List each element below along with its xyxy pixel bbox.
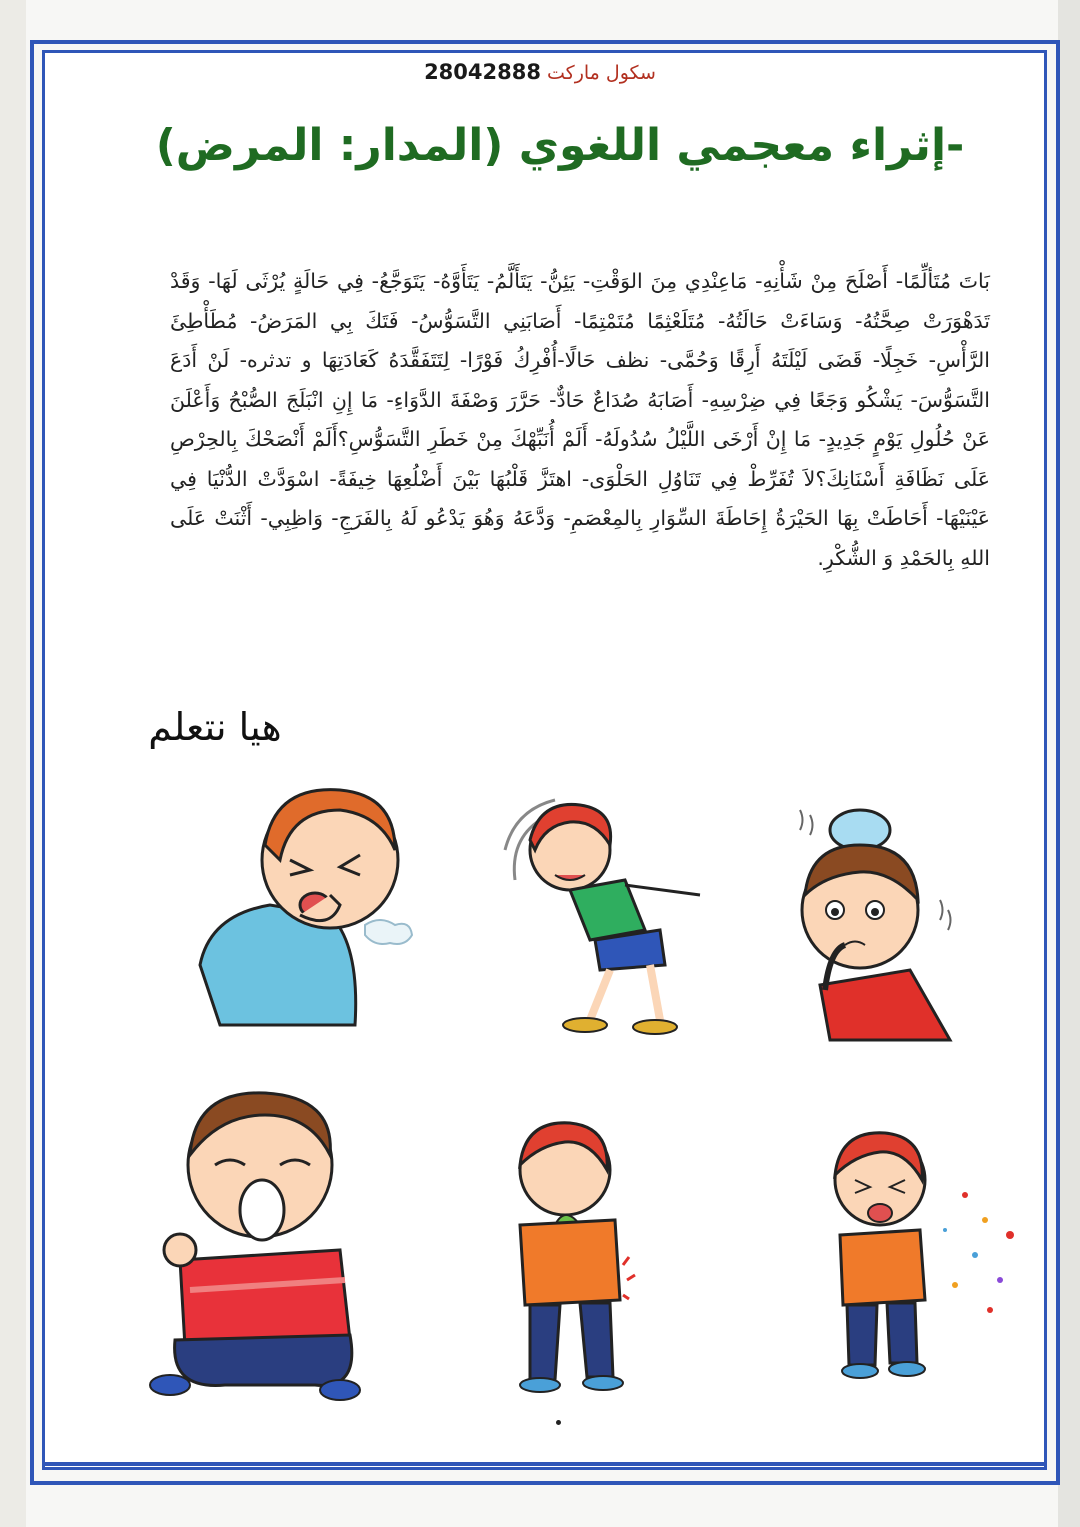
store-header bbox=[0, 60, 1080, 84]
fever-boy-illustration bbox=[790, 790, 960, 1045]
sneezing-boy-illustration bbox=[815, 1125, 1025, 1400]
store-name: سكول ماركت bbox=[547, 62, 656, 84]
coughing-boy-illustration bbox=[180, 775, 430, 1030]
dizzy-boy-illustration bbox=[495, 790, 725, 1040]
vomiting-boy-illustration bbox=[505, 1115, 645, 1395]
page-border-bottom-rule bbox=[42, 1462, 1047, 1466]
store-phone: 28042888 bbox=[424, 60, 541, 84]
lets-learn-heading: هيا نتعلم bbox=[148, 705, 282, 749]
page-title: -إثراء معجمي اللغوي (المدار: المرض) bbox=[155, 120, 965, 171]
page-right-margin bbox=[1058, 0, 1080, 1527]
vocabulary-paragraph: بَاتَ مُتَألِّمًا- أَصْلَحَ مِنْ شَأْنِهِ- مَاعِنْدِي مِنَ الوَقْتِ- يَئِنُّ- يَتَأَلَّمُ- يَتَأَوَّهُ- يَتَوَجَّعُ- فِي حَالَةٍ يُرْثَى لَهَا- وَقَدْ تَدَهْوَرَتْ صِحَّتُهُ- وَسَاءَتْ حَالَتُهُ- مُتَلَعْثِمًا مُتَمْتِمًا- أَصَابَنِي التَّسَوُّسُ- فَتَكَ بِي المَرَضُ- مُطَأْطِئَ الرَّأْسِ- خَجِلًا- قَضَى لَيْلَتَهُ أَرِقًا وَحُمَّى- نظف حَالًا-أُفْرِكُ فَوْرًا- لِتَتَفَقَّدَهُ كَعَادَتِهَا و تدثره- لَنْ أَدَعَ التَّسَوُّسَ- يَشْكُو وَجَعًا فِي ضِرْسِهِ- أَصَابَهُ صُدَاعٌ حَادٌّ- حَرَّرَ وَصْفَةَ الدَّوَاءِ- مَا إِنِ انْبَلَجَ الصُّبْحُ وَأَعْلَنَ عَنْ حُلُولِ يَوْمٍ جَدِيدٍ- مَا إِنْ أَرْخَى اللَّيْلُ سُدُولَهُ- أَلَمْ أُنَبِّهْكَ مِنْ خَطَرِ التَّسَوُّسِ؟أَلَمْ أَنْصَحْكَ بِالحِرْصِ عَلَى نَظَافَةِ أَسْنَانِكَ؟لاَ تُفَرِّطْ فِي تَنَاوُلِ الحَلْوَى- اهتَزَّ قَلْبُهَا بَيْنَ أَضْلُعِهَا خِيفَةً- اسْوَدَّتْ الدُّنْيَا فِي عَيْنَيْهَا- أَحَاطَتْ بِهَا الحَيْرَةُ إِحَاطَةَ السِّوَارِ بِالمِعْصَمِ- وَدَّعَهُ وَهُوَ يَدْعُو لَهُ بِالفَرَجِ- وَاظِبِي- أَثْنَتْ عَلَى اللهِ بِالحَمْدِ وَ الشُّكْرِ. bbox=[170, 269, 990, 570]
crying-boy-illustration bbox=[140, 1085, 375, 1405]
page-left-margin bbox=[0, 0, 26, 1527]
page-dot bbox=[556, 1420, 561, 1425]
